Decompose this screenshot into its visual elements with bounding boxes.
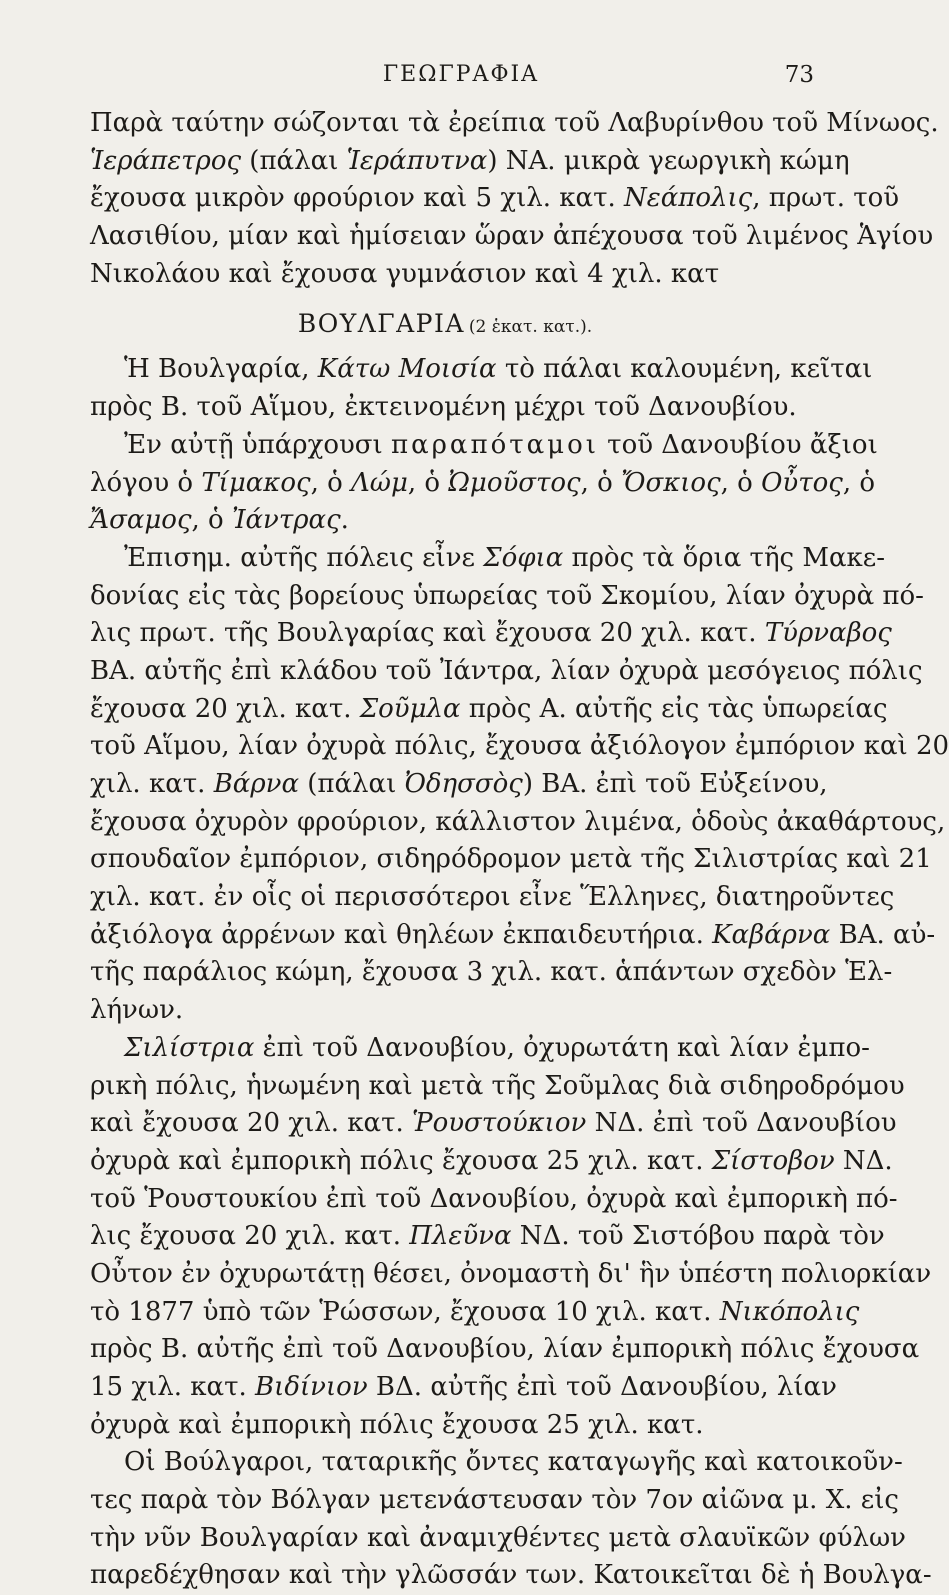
text-line xyxy=(90,1218,885,1256)
text-line xyxy=(90,1068,905,1106)
line-text: λήνων. xyxy=(90,995,184,1026)
text-line xyxy=(90,465,876,503)
line-text xyxy=(124,351,872,389)
text-line xyxy=(90,954,893,992)
line-text xyxy=(90,1369,837,1407)
text-line xyxy=(90,1331,920,1369)
emphasized-term: παραπόταμοι xyxy=(391,429,599,460)
line-text xyxy=(124,1030,870,1068)
line-text-part: (πάλαι xyxy=(241,145,347,176)
line-text xyxy=(90,143,850,181)
line-text xyxy=(90,917,935,955)
place-name: Σόφια xyxy=(483,542,564,573)
text-line xyxy=(90,218,934,256)
line-text-part: καὶ ἔχουσα 20 χιλ. κατ. xyxy=(90,1108,413,1139)
line-text-part: ΝΔ. xyxy=(834,1145,893,1176)
line-text-part: τοῦ Δανουβίου ἄξιοι xyxy=(598,429,878,460)
river-name: Ὠμοῦστος xyxy=(448,467,581,498)
line-text: Νικολάου καὶ ἔχουσα γυμνάσιον καὶ 4 χιλ. κατ xyxy=(90,258,720,289)
line-text xyxy=(90,615,892,653)
line-text xyxy=(90,1105,897,1143)
river-name: Λώμ xyxy=(351,467,408,498)
place-name: Τύρναβος xyxy=(764,618,892,649)
text-line xyxy=(90,1482,899,1520)
line-text-part: ) ΒΑ. ἐπὶ τοῦ Εὐξείνου, xyxy=(522,769,828,799)
line-text-part: ἔχουσα μικρὸν φρούριον καὶ 5 χιλ. κατ. xyxy=(90,183,624,214)
line-text: τοῦ Αἵμου, λίαν ὀχυρὰ πόλις, ἔχουσα ἀξιόλογον ἐμπόριον καὶ 20 xyxy=(90,731,949,762)
line-text-part: (πάλαι xyxy=(299,769,405,799)
river-name: Ἰάντρας xyxy=(231,505,341,536)
line-text: ἔχουσα ὀχυρὸν φρούριον, κάλλιστον λιμένα, ὁδοὺς ἀκαθάρτους, xyxy=(90,806,946,837)
line-text xyxy=(90,1294,859,1332)
heading-text: ΒΟΥΛΓΑΡΙΑ xyxy=(297,309,465,339)
line-text: Παρὰ ταύτην σώζονται τὰ ἐρείπια τοῦ Λαβυρίνθου τοῦ Μίνωος. xyxy=(90,108,939,138)
place-name: Καβάρνα xyxy=(712,919,831,950)
text-line xyxy=(90,351,873,389)
text-line xyxy=(90,427,878,465)
line-text-part: Ἐν αὐτῇ ὑπάρχουσι xyxy=(124,429,391,460)
place-name: Ἱεράπετρος xyxy=(90,145,242,176)
line-text-part: , ὁ xyxy=(720,467,762,498)
line-text-part: τὸ 1877 ὑπὸ τῶν Ῥώσσων, ἔχουσα 10 χιλ. κατ. xyxy=(90,1296,720,1327)
line-text-part: λις ἔχουσα 20 χιλ. κατ. xyxy=(90,1221,410,1252)
line-text-part: χιλ. κατ. xyxy=(90,769,214,799)
river-name: Οὖτος xyxy=(761,467,843,498)
line-text-part: τὸ πάλαι καλουμένη, κεῖται xyxy=(496,354,873,385)
line-text-part: Ἐπισημ. αὐτῆς πόλεις εἶνε xyxy=(124,542,484,573)
line-text: ὀχυρὰ καὶ ἐμπορικὴ πόλις ἔχουσα 25 χιλ. κατ. xyxy=(90,1409,704,1440)
body-text xyxy=(90,105,949,1595)
text-line xyxy=(90,1181,898,1219)
text-line xyxy=(90,917,936,955)
river-name: Τίμακος xyxy=(201,467,311,498)
text-line xyxy=(90,615,892,653)
line-text-part: ΝΔ. ἐπὶ τοῦ Δανουβίου xyxy=(586,1108,897,1139)
text-line xyxy=(90,540,886,578)
place-name: Ἱεράπυτνα xyxy=(346,145,488,176)
text-line xyxy=(90,879,895,917)
place-name: Σίστοβον xyxy=(711,1145,835,1176)
place-name: Νικόπολις xyxy=(719,1296,860,1327)
line-text: δονίας εἰς τὰς βορείους ὑπωρείας τοῦ Σκομίου, λίαν ὀχυρὰ πό- xyxy=(90,580,924,611)
text-line xyxy=(90,691,888,729)
line-text: παρεδέχθησαν καὶ τὴν γλῶσσάν των. Κατοικεῖται δὲ ἡ Βουλγα- xyxy=(90,1560,932,1591)
line-text-part: ὀχυρὰ καὶ ἐμπορικὴ πόλις ἔχουσα 25 χιλ. κατ. xyxy=(90,1145,712,1176)
text-line xyxy=(90,578,924,616)
place-name: Σοῦμλα xyxy=(359,693,461,724)
text-line xyxy=(90,1520,906,1558)
line-text-part: , ὁ xyxy=(842,467,876,498)
section-heading xyxy=(90,293,800,351)
text-line xyxy=(90,1407,800,1445)
place-name: Σιλίστρια xyxy=(124,1032,255,1063)
line-text: χιλ. κατ. ἐν οἷς οἱ περισσότεροι εἶνε Ἕλληνες, διατηροῦντες xyxy=(90,882,895,913)
text-line xyxy=(90,653,923,691)
line-text xyxy=(124,427,878,465)
running-head xyxy=(0,62,922,96)
text-line xyxy=(90,143,850,181)
river-name: Ἄσαμος xyxy=(90,505,192,536)
line-text-part: ΝΔ. τοῦ Σιστόβου παρὰ τὸν xyxy=(511,1221,885,1252)
line-text: τὴν νῦν Βουλγαρίαν καὶ ἀναμιχθέντες μετὰ σλαυϊκῶν φύλων xyxy=(90,1522,906,1553)
line-text-part: ἐπὶ τοῦ Δανουβίου, ὀχυρωτάτη καὶ λίαν ἐμπο- xyxy=(254,1032,870,1063)
line-text-part: λόγου ὁ xyxy=(90,467,202,498)
text-line xyxy=(90,992,800,1030)
line-text: τες παρὰ τὸν Βόλγαν μετενάστευσαν τὸν 7ον αἰῶνα μ. Χ. εἰς xyxy=(90,1485,899,1516)
text-line xyxy=(90,502,800,540)
text-line xyxy=(90,1030,870,1068)
place-name: Βιδίνιον xyxy=(255,1372,368,1402)
text-line xyxy=(90,804,946,842)
line-text: πρὸς Β. τοῦ Αἵμου, ἐκτεινομένη μέχρι τοῦ Δανουβίου. xyxy=(90,392,797,423)
line-text xyxy=(90,180,899,218)
line-text-part: , ὁ xyxy=(310,467,352,498)
line-text-part: . xyxy=(340,505,349,536)
text-line xyxy=(90,389,800,427)
line-text xyxy=(90,766,828,804)
line-text: ρικὴ πόλις, ἡνωμένη καὶ μετὰ τῆς Σοῦμλας διὰ σιδηροδρόμου xyxy=(90,1070,905,1101)
line-text xyxy=(124,540,885,578)
place-name: Ὀδησσὸς xyxy=(404,769,523,799)
line-text: ΒΑ. αὐτῆς ἐπὶ κλάδου τοῦ Ἰάντρα, λίαν ὀχυρὰ μεσόγειος πόλις xyxy=(90,655,923,686)
line-text-part: ἔχουσα 20 χιλ. κατ. xyxy=(90,693,360,724)
line-text xyxy=(90,502,349,540)
line-text xyxy=(90,465,875,503)
text-line xyxy=(90,1105,897,1143)
line-text-part: ΒΔ. αὐτῆς ἐπὶ τοῦ Δανουβίου, λίαν xyxy=(367,1372,837,1402)
line-text-part: Ἡ Βουλγαρία, xyxy=(124,354,318,385)
text-line xyxy=(90,256,800,294)
line-text: Οὖτον ἐν ὀχυρωτάτῃ θέσει, ὀνομαστὴ δι' ἣν ὑπέστη πολιορκίαν xyxy=(90,1258,932,1289)
text-line xyxy=(90,728,949,766)
line-text: πρὸς Β. αὐτῆς ἐπὶ τοῦ Δανουβίου, λίαν ἐμπορικὴ πόλις ἔχουσα xyxy=(90,1334,920,1365)
line-text-part: ΒΑ. αὐ- xyxy=(830,919,936,950)
line-text-part: , πρωτ. τοῦ xyxy=(752,183,900,214)
line-text-part: λις πρωτ. τῆς Βουλγαρίας καὶ ἔχουσα 20 χιλ. κατ. xyxy=(90,618,765,649)
text-line xyxy=(90,1143,893,1181)
text-line xyxy=(90,1557,932,1595)
text-line xyxy=(90,766,828,804)
page-title: ΓΕΩΓΡΑΦΙΑ xyxy=(382,62,540,87)
text-line xyxy=(90,841,932,879)
line-text xyxy=(90,1143,893,1181)
line-text-part: 15 χιλ. κατ. xyxy=(90,1372,256,1402)
place-name: Βάρνα xyxy=(213,769,299,799)
text-line xyxy=(90,1256,932,1294)
place-name: Ῥουστούκιον xyxy=(412,1108,587,1139)
line-text: Οἱ Βούλγαροι, ταταρικῆς ὄντες καταγωγῆς καὶ κατοικοῦν- xyxy=(124,1447,903,1478)
line-text: τῆς παράλιος κώμη, ἔχουσα 3 χιλ. κατ. ἁπάντων σχεδὸν Ἑλ- xyxy=(90,957,893,988)
line-text xyxy=(90,691,888,729)
line-text: σπουδαῖον ἐμπόριον, σιδηρόδρομον μετὰ τῆς Σιλιστρίας καὶ 21 xyxy=(90,844,932,875)
text-line xyxy=(90,1294,860,1332)
text-line xyxy=(90,180,900,218)
line-text xyxy=(90,1218,885,1256)
line-text-part: ) ΝΑ. μικρὰ γεωργικὴ κώμη xyxy=(487,145,850,176)
line-text-part: πρὸς τὰ ὅρια τῆς Μακε- xyxy=(563,542,886,573)
text-line xyxy=(90,1444,903,1482)
line-text-part: , ὁ xyxy=(191,505,232,536)
line-text-part: πρὸς Α. αὐτῆς εἰς τὰς ὑπωρείας xyxy=(460,693,888,724)
line-text-part: ἀξιόλογα ἀρρένων καὶ θηλέων ἐκπαιδευτήρια. xyxy=(90,919,713,950)
text-line xyxy=(90,1369,837,1407)
river-name: Ὄσκιος xyxy=(621,467,721,498)
line-text: Λασιθίου, μίαν καὶ ἡμίσειαν ὥραν ἀπέχουσα τοῦ λιμένος Ἁγίου xyxy=(90,221,934,252)
line-text-part: , ὁ xyxy=(407,467,449,498)
place-name: Πλεῦνα xyxy=(409,1221,512,1252)
line-text: τοῦ Ῥουστουκίου ἐπὶ τοῦ Δανουβίου, ὀχυρὰ καὶ ἐμπορικὴ πό- xyxy=(90,1183,898,1214)
heading-note: (2 ἑκατ. κατ.). xyxy=(468,317,593,338)
text-line xyxy=(90,105,939,143)
place-name: Κάτω Μοισία xyxy=(317,354,497,385)
place-name: Νεάπολις xyxy=(624,183,753,214)
page-number: 73 xyxy=(784,62,814,88)
line-text-part: , ὁ xyxy=(580,467,622,498)
